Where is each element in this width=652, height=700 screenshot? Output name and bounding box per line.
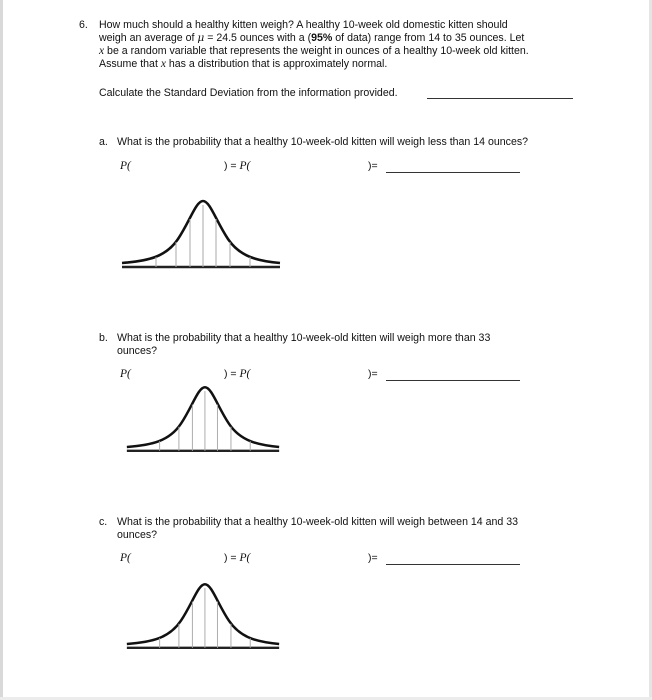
part-a-p1: P( bbox=[120, 160, 131, 172]
bell-curve bbox=[127, 387, 279, 447]
part-c-normal-curve bbox=[123, 577, 283, 657]
sd-prompt: Calculate the Standard Deviation from the information provided. bbox=[99, 87, 398, 99]
part-b-mid: ) = P( bbox=[224, 368, 251, 380]
problem-number: 6. bbox=[79, 19, 88, 31]
problem-line-2-post: of data) range from 14 to 35 ounces. Let bbox=[332, 32, 525, 44]
problem-line-3 bbox=[99, 45, 529, 57]
mu-symbol: μ bbox=[197, 32, 205, 44]
part-a-normal-curve bbox=[118, 195, 284, 275]
part-c-question-line-2: ounces? bbox=[117, 529, 158, 541]
part-b-end: )= bbox=[368, 368, 378, 380]
part-b-label: b. bbox=[99, 332, 108, 344]
part-c-p1: P( bbox=[120, 552, 131, 564]
variable-x: x bbox=[160, 58, 166, 70]
problem-line-1: How much should a healthy kitten weigh? A healthy 10-week old domestic kitten should bbox=[99, 19, 508, 31]
problem-line-2-bold: 95% bbox=[311, 32, 333, 44]
part-b-question-line-2: ounces? bbox=[117, 345, 158, 357]
part-b-question-line-1: What is the probability that a healthy 10-week-old kitten will weigh more than 33 bbox=[117, 332, 491, 344]
part-c-mid: ) = P( bbox=[224, 552, 251, 564]
page-border-left bbox=[0, 0, 3, 700]
bell-curve bbox=[122, 201, 280, 263]
sd-answer-blank[interactable] bbox=[427, 98, 573, 99]
part-b-p1: P( bbox=[120, 368, 131, 380]
problem-line-2-eq: = 24.5 ounces with a ( bbox=[204, 32, 312, 44]
problem-line-2-pre: weigh an average of bbox=[99, 32, 198, 44]
part-a-mid: ) = P( bbox=[224, 160, 251, 172]
part-c-answer-blank[interactable] bbox=[386, 564, 520, 565]
problem-line-4-post: has a distribution that is approximately normal. bbox=[165, 58, 388, 70]
bell-curve bbox=[127, 584, 279, 644]
problem-line-4 bbox=[99, 58, 387, 70]
part-a-end: )= bbox=[368, 160, 378, 172]
part-a-question: What is the probability that a healthy 10-week-old kitten will weigh less than 14 ounces? bbox=[117, 136, 529, 148]
part-c-label: c. bbox=[99, 516, 108, 528]
part-a-label: a. bbox=[99, 136, 108, 148]
problem-line-4-pre: Assume that bbox=[99, 58, 161, 70]
problem-line-3-post: be a random variable that represents the weight in ounces of a healthy 10-week old kitten. bbox=[104, 45, 529, 57]
part-c-question-line-1: What is the probability that a healthy 10-week-old kitten will weigh between 14 and 33 bbox=[117, 516, 519, 528]
part-a-answer-blank[interactable] bbox=[386, 172, 520, 173]
part-b-answer-blank[interactable] bbox=[386, 380, 520, 381]
part-c-end: )= bbox=[368, 552, 378, 564]
variable-x: x bbox=[99, 45, 105, 57]
part-b-normal-curve bbox=[123, 380, 283, 460]
problem-line-2 bbox=[99, 32, 524, 44]
